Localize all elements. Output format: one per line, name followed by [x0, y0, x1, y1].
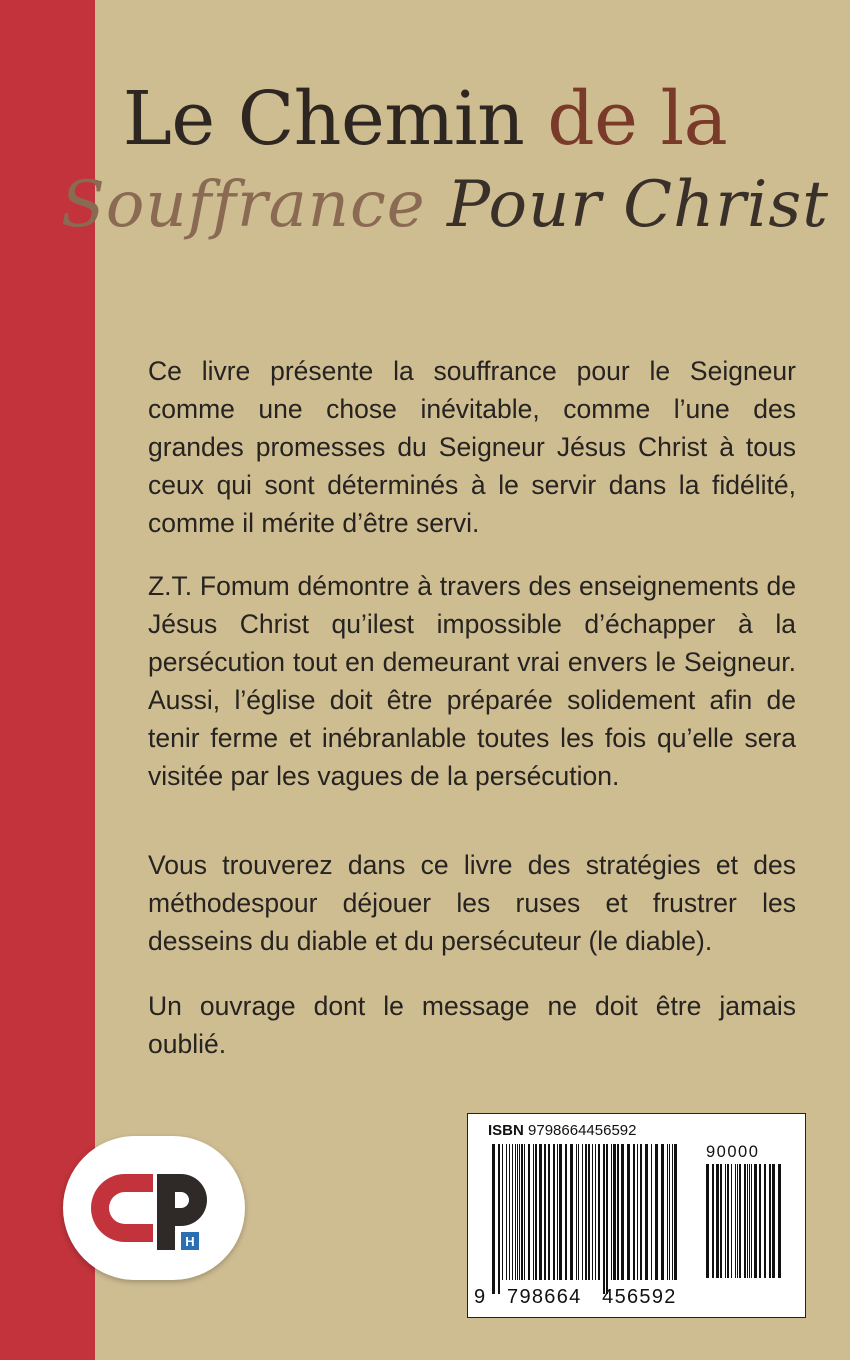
barcode-bar [512, 1144, 513, 1280]
barcode-bar [672, 1144, 673, 1280]
title-main: Le Chemin [122, 76, 548, 162]
barcode-bar [651, 1144, 652, 1280]
book-title-line-1 [0, 76, 850, 162]
isbn-digit-group-1: 798664 [507, 1286, 582, 1308]
barcode-bar [613, 1144, 616, 1280]
barcode-bar [754, 1164, 757, 1278]
barcode-bar [778, 1164, 781, 1278]
barcode-bar [716, 1164, 719, 1278]
barcode-bar [633, 1144, 635, 1280]
barcode-bar [611, 1144, 612, 1280]
barcode-bar [557, 1144, 558, 1280]
title-accent: de la [547, 76, 728, 162]
barcode-box [467, 1113, 806, 1318]
barcode-bar [772, 1164, 775, 1278]
isbn-digit-group-2: 456592 [602, 1286, 677, 1308]
barcode-bar [759, 1164, 761, 1278]
isbn-prefix: ISBN [488, 1122, 524, 1139]
publisher-logo-icon [63, 1136, 245, 1280]
title-script-2: Pour Christ [447, 168, 829, 242]
barcode-bar [739, 1164, 741, 1278]
barcode-bar [533, 1144, 534, 1280]
isbn-digits [474, 1286, 677, 1309]
barcode-bar [640, 1144, 642, 1280]
barcode-bar [725, 1164, 726, 1278]
barcode-bar [606, 1144, 608, 1294]
barcode-bar [645, 1144, 648, 1280]
publisher-logo [63, 1136, 245, 1280]
barcode-bar [744, 1164, 746, 1278]
barcode-bar [521, 1144, 523, 1280]
barcode-bar [731, 1164, 732, 1278]
barcode-bar [674, 1144, 677, 1280]
barcode-bar [769, 1164, 771, 1278]
barcode-bar [603, 1144, 605, 1294]
barcode-bar [565, 1144, 567, 1280]
barcode-bar [751, 1164, 752, 1278]
barcode-bar [749, 1164, 750, 1278]
barcode-bar [535, 1144, 537, 1280]
barcode-bar [661, 1144, 664, 1280]
barcode-bar [720, 1164, 722, 1278]
barcode-main [492, 1144, 682, 1294]
barcode-bar [595, 1144, 596, 1280]
isbn-number: 9798664456592 [528, 1122, 637, 1139]
barcode-bar [617, 1144, 619, 1280]
blurb-paragraph-2: Z.T. Fomum démontre à travers des enseignements de Jésus Christ qu’ilest impossible d’échapper à la persécution tout en demeurant vrai envers le Seigneur. Aussi, l’église doit être préparée solidement afin de tenir ferme et inébranlable toutes les fois qu’elle sera visitée par les vagues de la persécution. [148, 571, 796, 791]
barcode-bar [712, 1164, 714, 1278]
barcode-bar [655, 1144, 658, 1280]
barcode-bar [570, 1144, 573, 1280]
isbn-label [488, 1122, 636, 1139]
barcode-bar [592, 1144, 593, 1280]
barcode-bar [667, 1144, 668, 1280]
isbn-digit-first: 9 [474, 1286, 487, 1308]
barcode-bar [539, 1144, 542, 1280]
barcode-bar [576, 1144, 577, 1280]
barcode-bar [598, 1144, 600, 1280]
barcode-bar [706, 1164, 709, 1278]
title-script-1: Souffrance [61, 168, 448, 242]
barcode-bar [737, 1164, 738, 1278]
barcode-bar [524, 1144, 525, 1280]
barcode-bar [515, 1144, 516, 1280]
barcode-bar [506, 1144, 507, 1280]
barcode-bar [544, 1144, 546, 1280]
barcode-bar [519, 1144, 520, 1280]
barcode-bar [669, 1144, 670, 1280]
barcode-bar [548, 1144, 550, 1280]
barcode-bar [502, 1144, 503, 1280]
barcode-bar [747, 1164, 748, 1278]
barcode-bar [578, 1144, 579, 1280]
blurb-paragraph-3: Vous trouverez dans ce livre des stratégies et des méthodespour déjouer les ruses et frustrer les desseins du diable et du persécuteur (le diable). [148, 850, 796, 956]
barcode-bar [764, 1164, 766, 1278]
logo-sub-letter: H [185, 1234, 195, 1249]
barcode-bar [509, 1144, 510, 1280]
barcode-bar [637, 1144, 638, 1280]
barcode-bar [582, 1144, 583, 1280]
barcode-bar [559, 1144, 562, 1280]
barcode-bar [492, 1144, 495, 1294]
barcode-bar [498, 1144, 500, 1294]
blurb-paragraph-4: Un ouvrage dont le message ne doit être jamais oublié. [148, 991, 796, 1059]
barcode-bar [727, 1164, 729, 1278]
barcode-bar [735, 1164, 736, 1278]
barcode-bar [627, 1144, 630, 1280]
book-title-line-2 [0, 168, 850, 242]
barcode-bar [553, 1144, 555, 1280]
barcode-bar [621, 1144, 624, 1280]
barcode-bar [588, 1144, 590, 1280]
barcode-addon [706, 1164, 784, 1292]
barcode-bar [528, 1144, 530, 1280]
blurb-paragraph-1: Ce livre présente la souffrance pour le Seigneur comme une chose inévitable, comme l’une des grandes promesses du Seigneur Jésus Christ à tous ceux qui sont déterminés à le servir dans la fidélité, comme il mérite d’être servi. [148, 356, 796, 538]
price-code: 90000 [706, 1143, 760, 1161]
barcode-bar [517, 1144, 518, 1280]
barcode-bar [585, 1144, 587, 1280]
